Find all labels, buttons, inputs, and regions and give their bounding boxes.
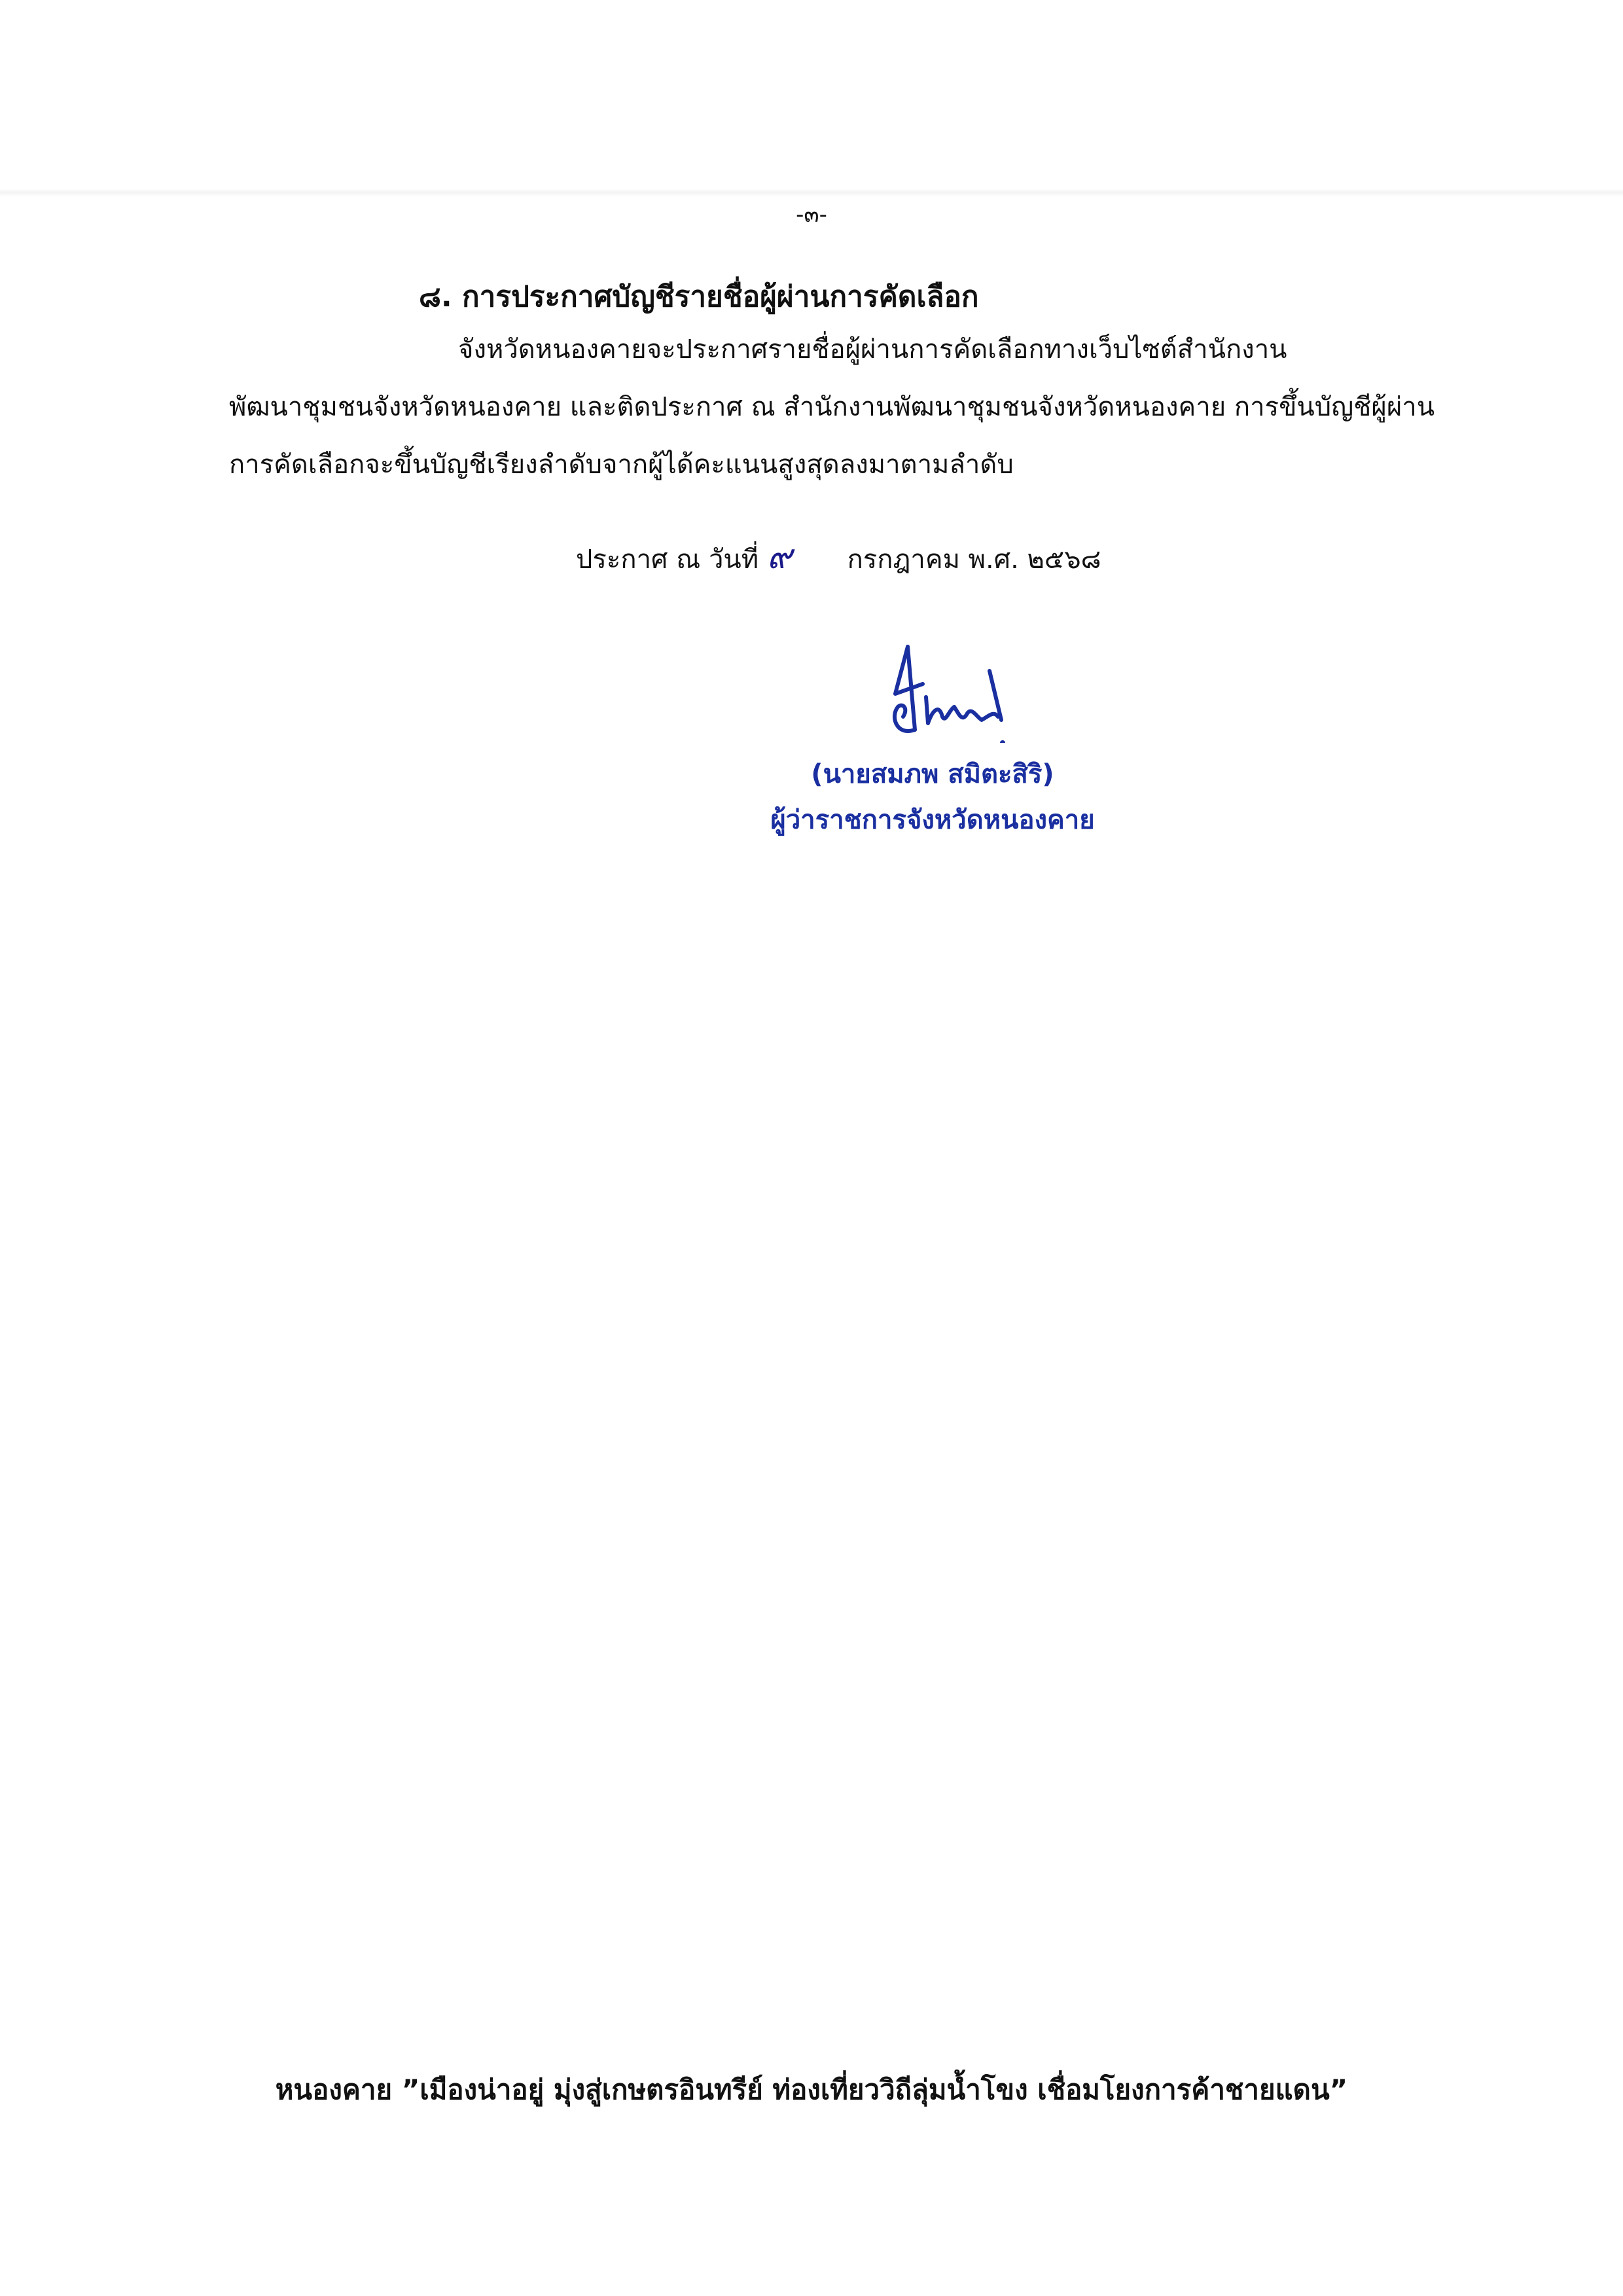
signature-icon xyxy=(877,625,1073,743)
announcement-date xyxy=(576,529,1101,583)
paragraph-line: การคัดเลือกจะขึ้นบัญชีเรียงลำดับจากผู้ได้คะแนนสูงสุดลงมาตามลำดับ xyxy=(229,450,1014,480)
section-paragraph xyxy=(229,321,1472,493)
paragraph-line: จังหวัดหนองคายจะประกาศรายชื่อผู้ผ่านการคัดเลือกทางเว็บไซต์สำนักงาน xyxy=(458,334,1287,365)
announcement-prefix: ประกาศ ณ วันที่ xyxy=(576,545,759,575)
page-number: -๓- xyxy=(796,202,827,228)
announcement-month-year: กรกฎาคม พ.ศ. ๒๕๖๘ xyxy=(847,545,1101,575)
signatory-title: ผู้ว่าราชการจังหวัดหนองคาย xyxy=(770,805,1095,835)
handwritten-day: ๙ xyxy=(766,537,792,577)
footer-slogan: หนองคาย ”เมืองน่าอยู่ มุ่งสู่เกษตรอินทรีย์ ท่องเที่ยววิถีลุ่มน้ำโขง เชื่อมโยงการค้าชายแดน” xyxy=(275,2073,1348,2106)
scan-artifact-line xyxy=(0,188,1623,196)
section-heading: ๘. การประกาศบัญชีรายชื่อผู้ผ่านการคัดเลือก xyxy=(419,280,979,314)
signatory-name: (นายสมภพ สมิตะสิริ) xyxy=(811,759,1054,789)
paragraph-line: พัฒนาชุมชนจังหวัดหนองคาย และติดประกาศ ณ สำนักงานพัฒนาชุมชนจังหวัดหนองคาย การขึ้นบัญชีผู้ผ่าน xyxy=(229,392,1435,422)
